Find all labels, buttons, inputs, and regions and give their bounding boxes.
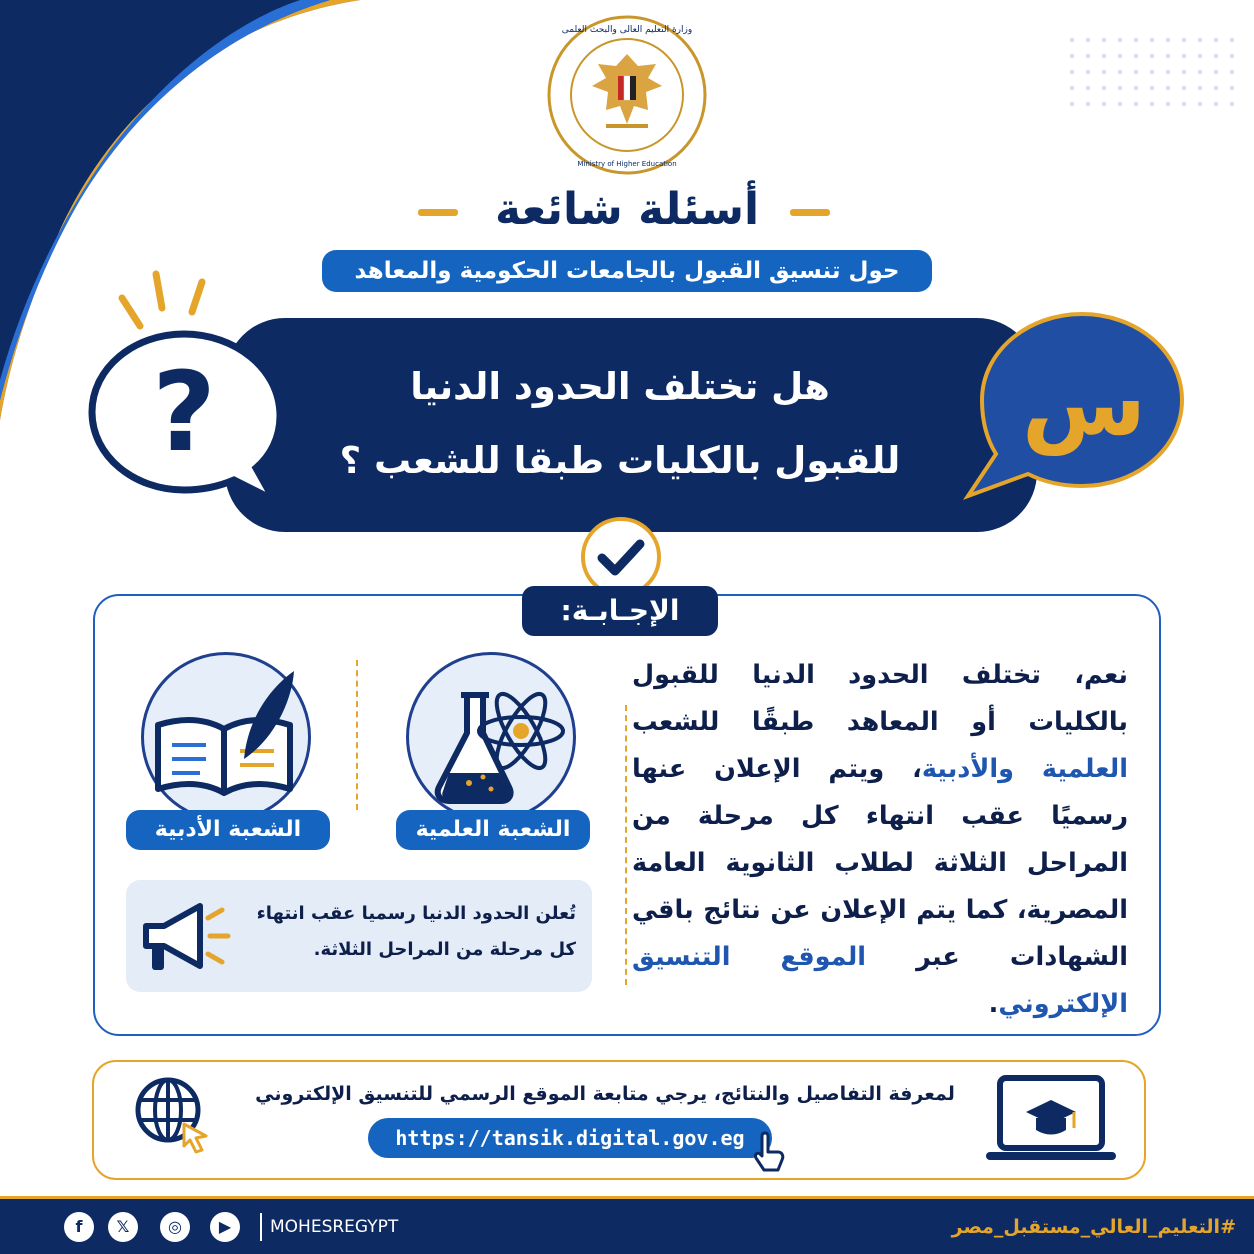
science-flask-atom-icon	[409, 655, 573, 819]
hashtag: #التعليم_العالي_مستقبل_مصر	[951, 1216, 1236, 1238]
x-icon[interactable]: 𝕏	[108, 1212, 138, 1242]
science-branch-label: الشعبة العلمية	[396, 810, 590, 850]
answer-text-1: نعم، تختلف الحدود الدنيا للقبول بالكليات أو المعاهد طبقًا للشعب	[632, 660, 1128, 737]
social-handle: MOHESREGYPT	[270, 1217, 399, 1237]
svg-text:وزارة التعليم العالى والبحث ال: وزارة التعليم العالى والبحث العلمى	[561, 25, 693, 35]
laptop-graduation-icon	[986, 1072, 1116, 1168]
note-text: تُعلن الحدود الدنيا رسميا عقب انتهاء كل مرحلة من المراحل الثلاثة.	[256, 903, 576, 960]
question-text	[290, 350, 950, 500]
title-dash-right	[790, 209, 830, 216]
answer-text-2: ، ويتم الإعلان عنها رسميًا عقب انتهاء كل مرحلة من المراحل الثلاثة لطلاب الثانوية العامة المصرية، كما يتم الإعلان عن نتائج باقي الشهادات عبر	[632, 754, 1128, 972]
answer-text-3: .	[988, 989, 999, 1019]
question-mark-icon	[84, 268, 304, 508]
answer-divider	[625, 705, 627, 985]
hand-cursor-icon	[748, 1130, 788, 1174]
answer-highlight-website: الموقع التنسيق الإلكتروني	[632, 942, 1128, 1019]
megaphone-icon	[138, 894, 234, 978]
answer-paragraph	[632, 652, 1128, 1032]
science-branch-circle	[406, 652, 576, 822]
subtitle-pill: حول تنسيق القبول بالجامعات الحكومية والمعاهد	[322, 250, 932, 292]
question-line-2: للقبول بالكليات طبقا للشعب ؟	[339, 439, 901, 482]
facebook-icon[interactable]: f	[64, 1212, 94, 1242]
literary-branch-circle	[141, 652, 311, 822]
svg-text:?: ?	[152, 348, 216, 476]
dot-pattern	[1064, 32, 1234, 112]
svg-text:Ministry of Higher Education: Ministry of Higher Education	[577, 160, 677, 168]
globe-icon	[132, 1074, 212, 1154]
literary-branch-label: الشعبة الأدبية	[126, 810, 330, 850]
question-badge	[962, 304, 1192, 504]
answer-highlight-branches: العلمية والأدبية	[921, 754, 1128, 784]
book-quill-icon	[144, 655, 308, 819]
question-badge-letter: س	[1021, 351, 1147, 456]
footer-text: لمعرفة التفاصيل والنتائج، يرجي متابعة الموقع الرسمي للتنسيق الإلكتروني	[255, 1083, 955, 1105]
youtube-icon[interactable]: ▶	[210, 1212, 240, 1242]
page-title: أسئلة شائعة	[494, 184, 760, 235]
answer-label: الإجـابـة:	[522, 586, 718, 636]
ministry-logo	[546, 14, 708, 176]
handle-separator	[260, 1213, 262, 1241]
instagram-icon[interactable]: ◎	[160, 1212, 190, 1242]
branch-divider	[356, 660, 358, 810]
question-line-1: هل تختلف الحدود الدنيا	[410, 365, 830, 408]
website-url-link[interactable]: https://tansik.digital.gov.eg	[368, 1118, 772, 1158]
